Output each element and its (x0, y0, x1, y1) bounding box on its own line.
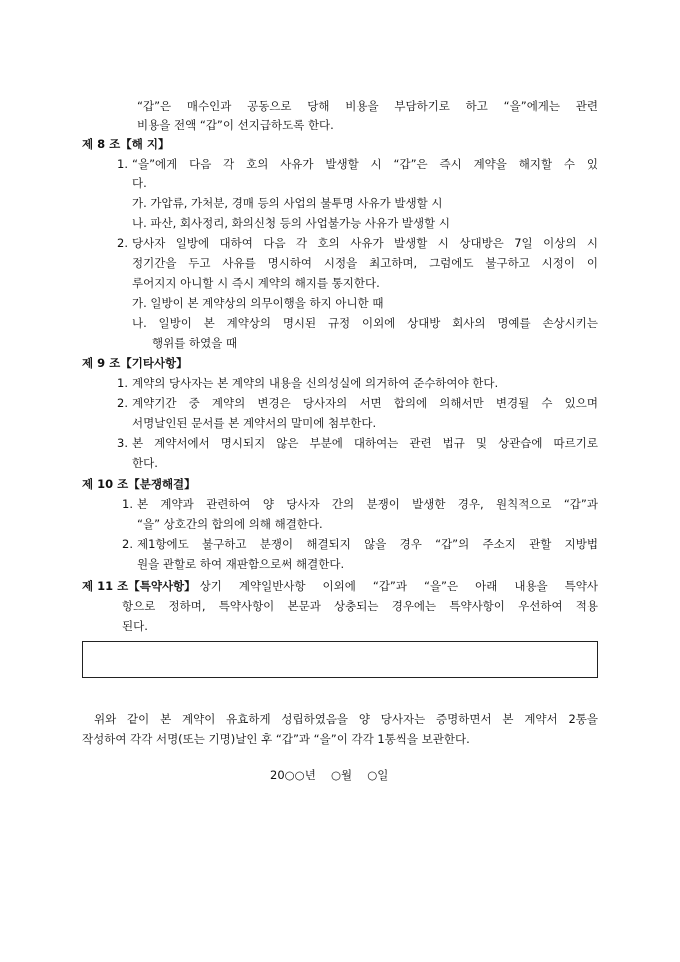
article-8-heading: 제 8 조【해 지】 (82, 137, 170, 151)
intro-line-1: “갑”은 매수인과 공동으로 당해 비용을 부담하기로 하고 “을”에게는 관련 (137, 99, 598, 113)
art9-item1-number: 1. (117, 376, 128, 390)
art10-item2-number: 2. (122, 537, 133, 551)
art11-line-3: 된다. (122, 619, 148, 633)
art10-item2-line-1: 제1항에도 불구하고 분쟁이 해결되지 않을 경우 “갑”의 주소지 관할 지방법 (137, 537, 598, 551)
art9-item3-line-1: 본 계약서에서 명시되지 않은 부분에 대하여는 관련 법규 및 상관습에 따르기로 (132, 436, 598, 450)
art8-item1-line-2: 다. (132, 176, 147, 190)
art8-item2-number: 2. (117, 236, 128, 250)
art10-item1-line-2: “을” 상호간의 합의에 의해 해결한다. (137, 517, 323, 531)
art8-item2-line-3: 루어지지 아니할 시 즉시 계약의 해지를 통지한다. (132, 276, 380, 290)
article-10-heading: 제 10 조【분쟁해결】 (82, 477, 196, 491)
contract-date: 20○○년 ○월 ○일 (270, 768, 389, 782)
art9-item1-line-1: 계약의 당사자는 본 계약의 내용을 신의성실에 의거하여 준수하여야 한다. (132, 376, 499, 390)
art9-item2-number: 2. (117, 396, 128, 410)
art10-item1-line-1: 본 계약과 관련하여 양 당사자 간의 분쟁이 발생한 경우, 원칙적으로 “갑”과 (137, 497, 598, 511)
art8-item2-sub-na-line-2: 행위를 하였을 때 (152, 336, 238, 350)
art9-item2-line-2: 서명날인된 문서를 본 계약서의 말미에 첨부한다. (132, 416, 377, 430)
article-9-heading: 제 9 조【기타사항】 (82, 356, 188, 370)
art8-item1-sub-na: 나. 파산, 회사정리, 화의신청 등의 사업불가능 사유가 발생할 시 (132, 216, 450, 230)
art8-item1-number: 1. (117, 157, 128, 171)
art9-item2-line-1: 계약기간 중 계약의 변경은 당사자의 서면 합의에 의해서만 변경될 수 있으며 (132, 396, 598, 410)
art8-item2-sub-ga: 가. 일방이 본 계약상의 의무이행을 하지 아니한 때 (132, 296, 384, 310)
art8-item2-line-1: 당사자 일방에 대하여 다음 각 호의 사유가 발생할 시 상대방은 7일 이상의 시 (132, 236, 598, 250)
art11-line-2: 항으로 정하며, 특약사항이 본문과 상충되는 경우에는 특약사항이 우선하여 적용 (122, 599, 598, 613)
art8-item1-sub-ga: 가. 가압류, 가처분, 경매 등의 사업의 불투명 사유가 발생할 시 (132, 196, 443, 210)
art8-item2-line-2: 정기간을 두고 사유를 명시하여 시정을 최고하며, 그럼에도 불구하고 시정이 이 (132, 256, 598, 270)
art8-item2-sub-na-line-1: 나. 일방이 본 계약상의 명시된 규정 이외에 상대방 회사의 명예를 손상시키는 (132, 316, 598, 330)
closing-line-1: 위와 같이 본 계약이 유효하게 성립하였음을 양 당사자는 증명하면서 본 계약서 2통을 (94, 712, 598, 726)
closing-line-2: 작성하여 각각 서명(또는 기명)날인 후 “갑”과 “을”이 각각 1통씩을 보관한다. (82, 732, 470, 746)
art9-item3-line-2: 한다. (132, 456, 158, 470)
art8-item1-line-1: “을”에게 다음 각 호의 사유가 발생할 시 “갑”은 즉시 계약을 해지할 수 있 (132, 157, 598, 171)
special-terms-box (82, 641, 598, 678)
intro-line-2: 비용을 전액 “갑”이 선지급하도록 한다. (137, 118, 334, 132)
art9-item3-number: 3. (117, 436, 128, 450)
art10-item1-number: 1. (122, 497, 133, 511)
art10-item2-line-2: 원을 관할로 하여 재판함으로써 해결한다. (137, 557, 345, 571)
article-11-heading: 제 11 조【특약사항】 (82, 579, 196, 593)
art11-line-1: 상기 계약일반사항 이외에 “갑”과 “을”은 아래 내용을 특약사 (199, 579, 598, 593)
article-11-first-line (82, 578, 598, 594)
